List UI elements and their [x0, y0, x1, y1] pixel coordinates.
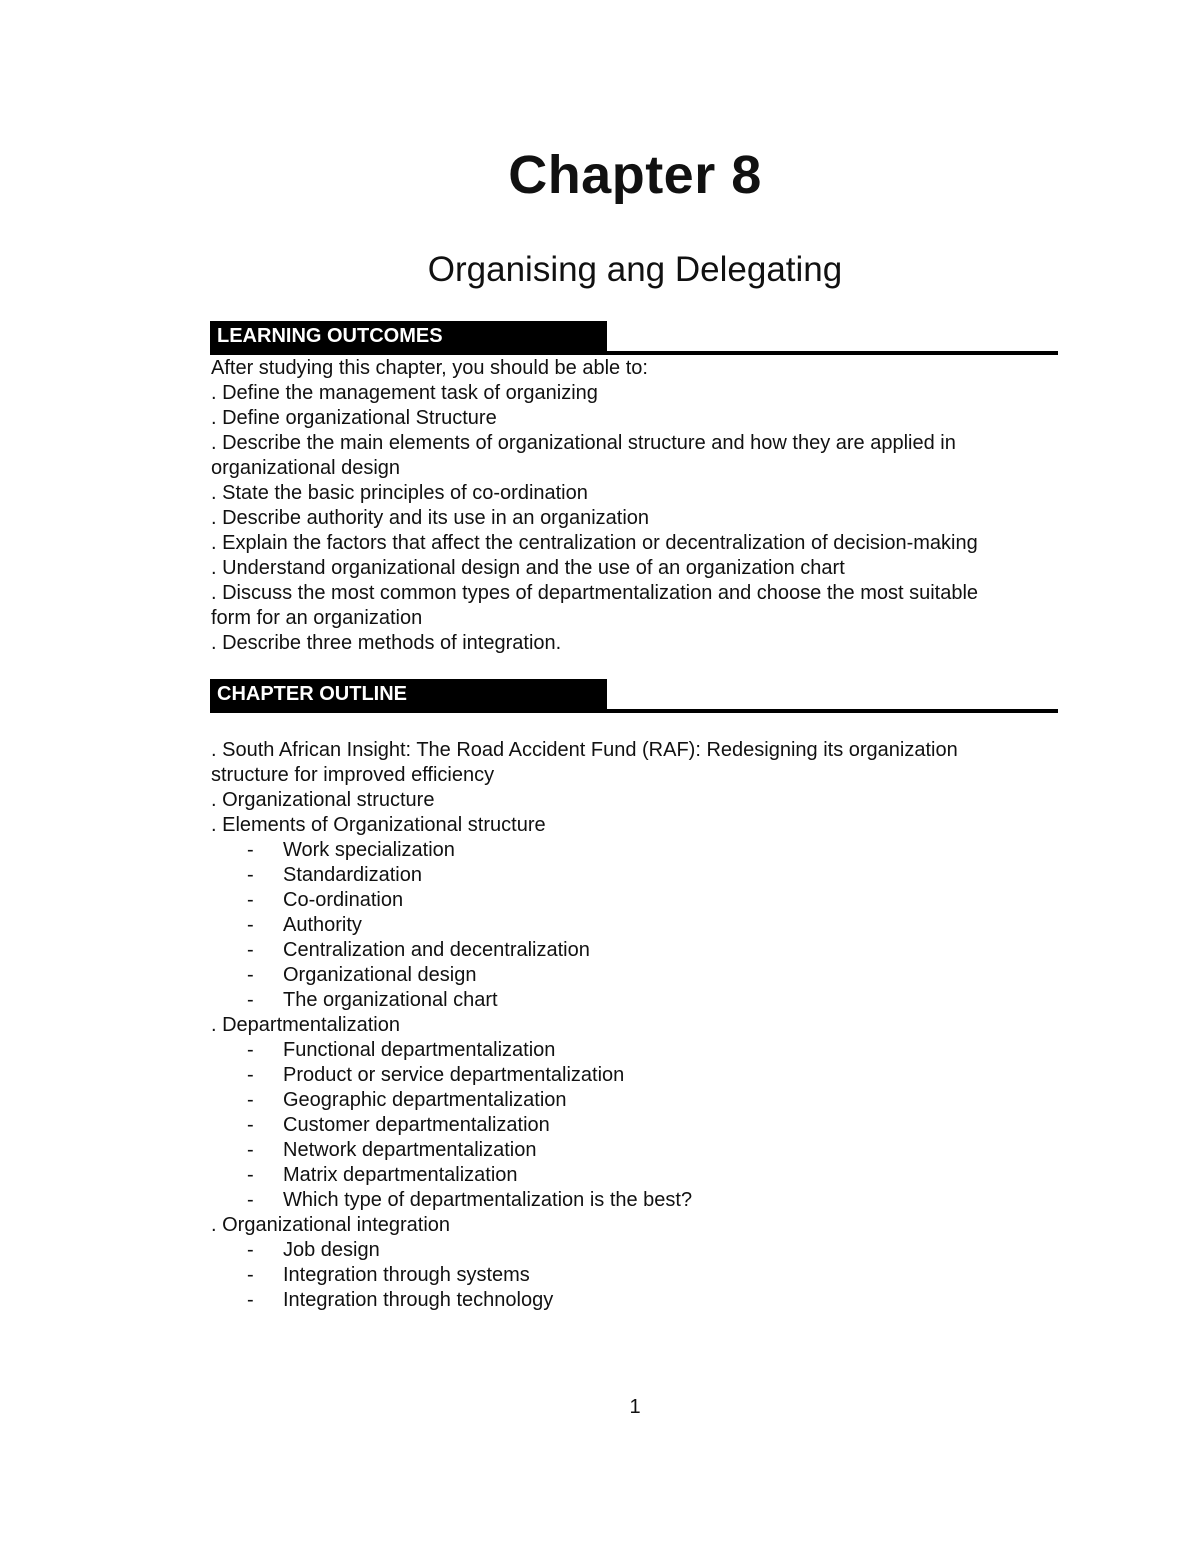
dash-bullet: - — [247, 864, 254, 886]
outline-subitem — [211, 963, 1061, 988]
outline-subitem-label: Job design — [283, 1239, 380, 1261]
chapter-outline-list — [211, 738, 1061, 1313]
outline-line: . Departmentalization — [211, 1014, 400, 1036]
dash-bullet: - — [247, 1189, 254, 1211]
outline-subitem-label: Standardization — [283, 864, 422, 886]
learning-outcomes-rule — [210, 351, 1058, 355]
learning-outcome-line: . Describe the main elements of organizational structure and how they are applied in — [211, 432, 956, 454]
learning-outcomes-intro: After studying this chapter, you should be able to: — [211, 357, 648, 379]
learning-outcome-line: . Understand organizational design and the use of an organization chart — [211, 557, 845, 579]
outline-line: structure for improved efficiency — [211, 764, 495, 786]
outline-line: . Elements of Organizational structure — [211, 814, 546, 836]
outline-subitem — [211, 1163, 1061, 1188]
outline-subitem-label: Network departmentalization — [283, 1139, 537, 1161]
outline-subitem-label: Authority — [283, 914, 362, 936]
page-number: 1 — [629, 1396, 641, 1418]
outline-subitem-label: Matrix departmentalization — [283, 1164, 518, 1186]
outline-subitem-label: Functional departmentalization — [283, 1039, 556, 1061]
outline-line: . Organizational structure — [211, 789, 435, 811]
dash-bullet: - — [247, 1164, 254, 1186]
outline-subitem — [211, 913, 1061, 938]
dash-bullet: - — [247, 1139, 254, 1161]
outline-subitem — [211, 1288, 1061, 1313]
outline-subitem — [211, 1263, 1061, 1288]
dash-bullet: - — [247, 914, 254, 936]
learning-outcome-line: organizational design — [211, 457, 401, 479]
outline-line: . South African Insight: The Road Accident Fund (RAF): Redesigning its organization — [211, 739, 958, 761]
outline-subitem — [211, 1238, 1061, 1263]
dash-bullet: - — [247, 989, 254, 1011]
learning-outcome-line: . Define organizational Structure — [211, 407, 497, 429]
outline-subitem — [211, 838, 1061, 863]
learning-outcome-line: . Describe authority and its use in an organization — [211, 507, 650, 529]
dash-bullet: - — [247, 1064, 254, 1086]
outline-subitem-label: Work specialization — [283, 839, 455, 861]
outline-subitem — [211, 1063, 1061, 1088]
outline-subitem — [211, 988, 1061, 1013]
outline-subitem-label: Integration through technology — [283, 1289, 554, 1311]
outline-subitem-label: Centralization and decentralization — [283, 939, 590, 961]
outline-subitem-label: Integration through systems — [283, 1264, 530, 1286]
outline-subitem-label: Organizational design — [283, 964, 477, 986]
chapter-title: Chapter 8 — [508, 145, 762, 205]
outline-subitem — [211, 1188, 1061, 1213]
chapter-outline-header — [210, 679, 1058, 713]
outline-subitem — [211, 1113, 1061, 1138]
learning-outcomes-list — [211, 356, 1061, 656]
dash-bullet: - — [247, 1239, 254, 1261]
dash-bullet: - — [247, 1264, 254, 1286]
dash-bullet: - — [247, 1289, 254, 1311]
learning-outcomes-header — [210, 321, 1058, 355]
chapter-outline-header-label: CHAPTER OUTLINE — [210, 679, 607, 709]
outline-subitem-label: Which type of departmentalization is the best? — [283, 1189, 693, 1211]
learning-outcome-line: . Explain the factors that affect the centralization or decentralization of decision-making — [211, 532, 978, 554]
dash-bullet: - — [247, 839, 254, 861]
learning-outcomes-header-label: LEARNING OUTCOMES — [210, 321, 607, 351]
dash-bullet: - — [247, 1089, 254, 1111]
outline-subitem-label: Customer departmentalization — [283, 1114, 550, 1136]
learning-outcome-line: . State the basic principles of co-ordination — [211, 482, 588, 504]
learning-outcome-line: form for an organization — [211, 607, 423, 629]
outline-subitem — [211, 863, 1061, 888]
dash-bullet: - — [247, 889, 254, 911]
outline-subitem — [211, 1088, 1061, 1113]
dash-bullet: - — [247, 964, 254, 986]
outline-subitem-label: Geographic departmentalization — [283, 1089, 567, 1111]
learning-outcome-line: . Discuss the most common types of departmentalization and choose the most suitable — [211, 582, 979, 604]
outline-subitem — [211, 888, 1061, 913]
outline-subitem — [211, 938, 1061, 963]
chapter-outline-rule — [210, 709, 1058, 713]
outline-subitem-label: Product or service departmentalization — [283, 1064, 625, 1086]
outline-subitem-label: Co-ordination — [283, 889, 404, 911]
dash-bullet: - — [247, 1114, 254, 1136]
outline-subitem-label: The organizational chart — [283, 989, 498, 1011]
outline-line: . Organizational integration — [211, 1214, 451, 1236]
learning-outcome-line: . Describe three methods of integration. — [211, 632, 562, 654]
dash-bullet: - — [247, 939, 254, 961]
learning-outcome-line: . Define the management task of organizing — [211, 382, 598, 404]
outline-subitem — [211, 1138, 1061, 1163]
chapter-subtitle: Organising ang Delegating — [427, 250, 843, 289]
dash-bullet: - — [247, 1039, 254, 1061]
outline-subitem — [211, 1038, 1061, 1063]
